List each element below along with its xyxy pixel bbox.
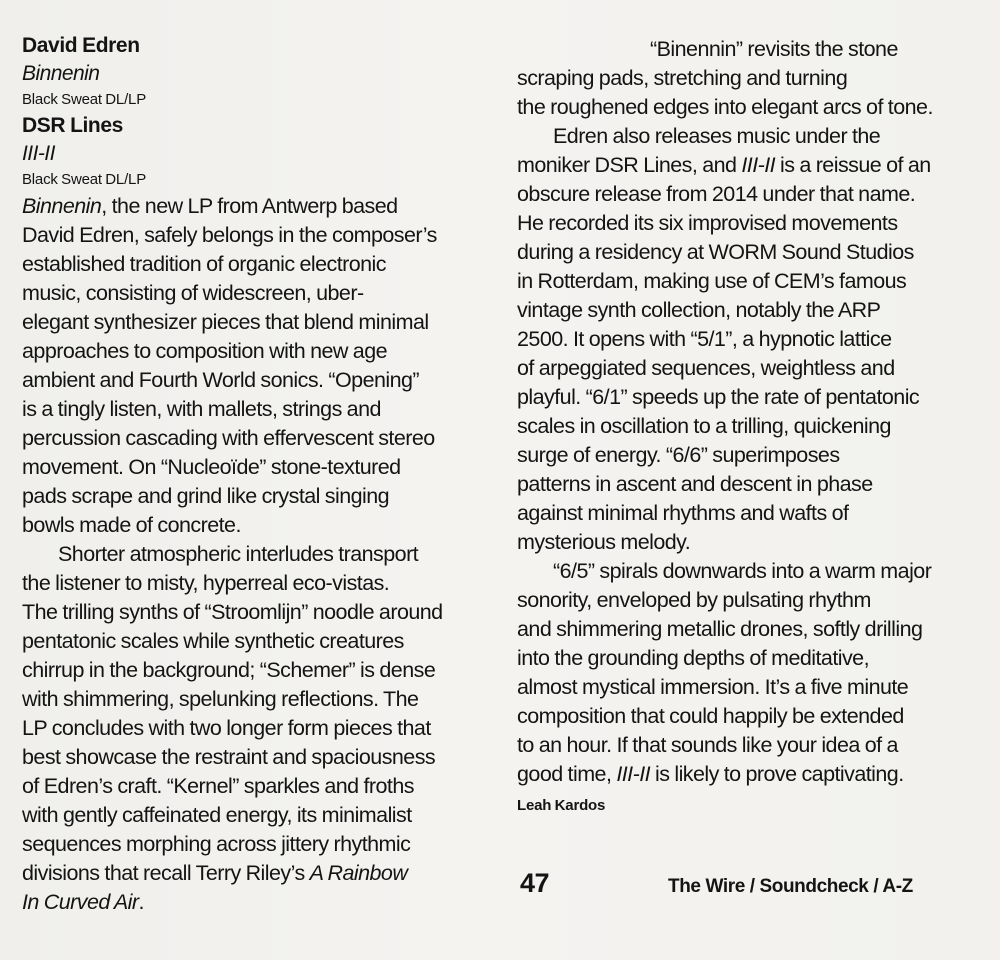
body-paragraph-3 xyxy=(517,35,987,122)
body-paragraph-4 xyxy=(517,122,987,557)
right-column xyxy=(517,35,987,819)
artist-name: DSR Lines xyxy=(22,114,123,137)
inline-title: III-II xyxy=(616,762,651,786)
release-title: Binnenin xyxy=(22,62,100,85)
paragraph-text: “Binennin” revisits the stone scraping pads, stretching and turning the roughened edges into elegant arcs of tone. xyxy=(517,37,933,119)
inline-title: A Rainbow In Curved Air xyxy=(22,861,408,914)
paragraph-text: Edren also releases music under the moniker DSR Lines, and xyxy=(517,124,881,177)
paragraph-text: is a reissue of an obscure release from 2014 under that name. He recorded its six improvised movements during a residency at WORM Sound Studios in Rotterdam, making use of CEM’s famous vintage synth collection, notably the ARP 2500. It opens with “5/1”, a hypnotic lattice of arpeggiated sequences, weightless and playful. “6/1” speeds up the rate of pentatonic scales in oscillation to a trilling, quickening surge of energy. “6/6” superimposes patterns in ascent and descent in phase against minimal rhythms and wafts of mysterious melody. xyxy=(517,153,931,554)
page-number: 47 xyxy=(520,868,550,898)
release-title: III-II xyxy=(22,142,55,165)
artist-name: David Edren xyxy=(22,34,140,57)
body-paragraph-5 xyxy=(517,557,987,789)
body-paragraph-1 xyxy=(22,192,497,540)
reviewer-byline: Leah Kardos xyxy=(517,797,606,814)
release-label: Black Sweat DL/LP xyxy=(22,91,146,108)
review-header-dsr-lines xyxy=(22,112,497,192)
running-head: The Wire / Soundcheck / A-Z xyxy=(668,876,913,897)
paragraph-text: “6/5” spirals downwards into a warm major sonority, enveloped by pulsating rhythm and shimmering metallic drones, softly drilling into the grounding depths of meditative, almost mystical immersion. It’s a five minute composition that could happily be extended to an hour. If that sounds like your idea of a good time, xyxy=(517,559,932,786)
left-column xyxy=(22,32,497,917)
inline-title: III-II xyxy=(741,153,776,177)
release-label: Black Sweat DL/LP xyxy=(22,171,146,188)
paragraph-text: , the new LP from Antwerp based David Edren, safely belongs in the composer’s established tradition of organic electronic music, consisting of widescreen, uber- elegant synthesizer pieces that blend minimal approaches to composition with new age ambient and Fourth World sonics. “Opening” is a tingly listen, with mallets, strings and percussion cascading with effervescent stereo movement. On “Nucleoïde” stone-textured pads scrape and grind like crystal singing bowls made of concrete. xyxy=(22,194,437,537)
paragraph-text: is likely to prove captivating. xyxy=(650,762,904,786)
review-header-edren xyxy=(22,32,497,112)
paragraph-end: . xyxy=(138,890,144,914)
paragraph-text: Shorter atmospheric interludes transport the listener to misty, hyperreal eco-vistas. The trilling synths of “Stroomlijn” noodle around pentatonic scales while synthetic creatures chirrup in the background; “Schemer” is dense with shimmering, spelunking reflections. The LP concludes with two longer form pieces that best showcase the restraint and spaciousness of Edren’s craft. “Kernel” sparkles and froths with gently caffeinated energy, its minimalist sequences morphing across jittery rhythmic divisions that recall Terry Riley’s xyxy=(22,542,443,885)
inline-title: Binnenin xyxy=(22,194,102,218)
body-paragraph-2 xyxy=(22,540,497,917)
